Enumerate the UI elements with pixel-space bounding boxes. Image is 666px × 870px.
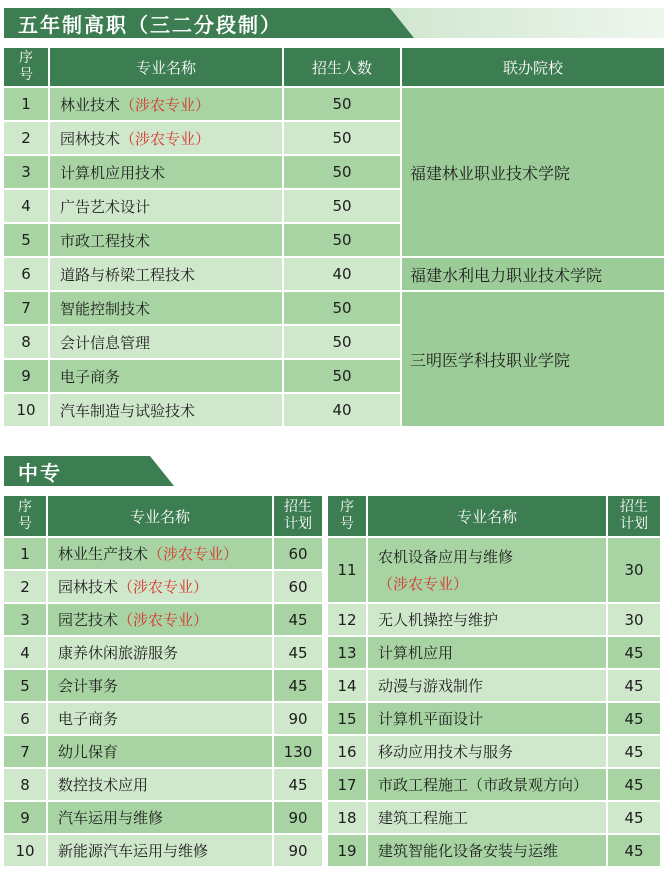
section1-banner bbox=[4, 8, 664, 38]
row-number: 5 bbox=[4, 670, 46, 701]
table-header-row bbox=[4, 48, 664, 86]
plan-count: 90 bbox=[274, 835, 322, 866]
plan-count: 30 bbox=[608, 604, 660, 635]
header-no: 序 号 bbox=[4, 48, 48, 86]
major-name: 会计事务 bbox=[58, 677, 119, 695]
agri-tag: （涉农专业） bbox=[118, 578, 209, 596]
row-number: 9 bbox=[4, 360, 48, 392]
major-name: 市政工程施工（市政景观方向） bbox=[378, 776, 589, 794]
table-row bbox=[328, 703, 660, 734]
major-name: 市政工程技术 bbox=[60, 231, 151, 250]
enroll-count: 50 bbox=[284, 224, 400, 256]
plan-count: 45 bbox=[608, 637, 660, 668]
plan-count: 130 bbox=[274, 736, 322, 767]
enroll-count: 50 bbox=[284, 326, 400, 358]
major-name: 建筑智能化设备安装与运维 bbox=[378, 842, 559, 860]
major-cell bbox=[48, 802, 272, 833]
secondary-table-left bbox=[2, 494, 324, 868]
major-name: 建筑工程施工 bbox=[378, 809, 469, 827]
banner-stripe bbox=[384, 8, 664, 38]
major-name: 动漫与游戏制作 bbox=[378, 677, 484, 695]
partner-school: 福建水利电力职业技术学院 bbox=[402, 258, 664, 290]
major-cell bbox=[50, 326, 282, 358]
header-no: 序 号 bbox=[328, 496, 366, 536]
table-row bbox=[4, 571, 322, 602]
secondary-table-right bbox=[326, 494, 662, 868]
major-cell bbox=[48, 538, 272, 569]
table-row bbox=[328, 637, 660, 668]
header-major: 专业名称 bbox=[50, 48, 282, 86]
table-row bbox=[4, 769, 322, 800]
major-cell bbox=[368, 703, 606, 734]
row-number: 16 bbox=[328, 736, 366, 767]
section2-banner bbox=[4, 456, 254, 486]
row-number: 14 bbox=[328, 670, 366, 701]
major-cell bbox=[368, 637, 606, 668]
agri-tag: （涉农专业） bbox=[148, 545, 239, 563]
table-row bbox=[328, 835, 660, 866]
row-number: 17 bbox=[328, 769, 366, 800]
row-number: 8 bbox=[4, 769, 46, 800]
table-row bbox=[4, 604, 322, 635]
plan-count: 45 bbox=[274, 769, 322, 800]
row-number: 8 bbox=[4, 326, 48, 358]
plan-count: 90 bbox=[274, 802, 322, 833]
header-major: 专业名称 bbox=[368, 496, 606, 536]
table-row bbox=[328, 670, 660, 701]
major-name: 新能源汽车运用与维修 bbox=[58, 842, 209, 860]
table-header-row bbox=[4, 496, 322, 536]
major-cell bbox=[50, 258, 282, 290]
major-cell bbox=[48, 769, 272, 800]
table-row bbox=[4, 835, 322, 866]
enroll-count: 40 bbox=[284, 394, 400, 426]
major-cell bbox=[50, 224, 282, 256]
major-name: 智能控制技术 bbox=[60, 299, 151, 318]
row-number: 10 bbox=[4, 394, 48, 426]
major-name: 农机设备应用与维修 bbox=[378, 548, 514, 566]
major-name: 计算机应用技术 bbox=[60, 163, 166, 182]
plan-count: 45 bbox=[274, 670, 322, 701]
major-name: 园林技术 bbox=[60, 129, 121, 148]
row-number: 10 bbox=[4, 835, 46, 866]
agri-tag: （涉农专业） bbox=[118, 611, 209, 629]
major-cell bbox=[48, 604, 272, 635]
row-number: 3 bbox=[4, 156, 48, 188]
row-number: 3 bbox=[4, 604, 46, 635]
major-name: 园艺技术 bbox=[58, 611, 119, 629]
section1-title: 五年制高职（三二分段制） bbox=[18, 12, 282, 37]
major-cell bbox=[50, 88, 282, 120]
table-row bbox=[328, 802, 660, 833]
table-row bbox=[4, 292, 664, 324]
major-cell bbox=[48, 835, 272, 866]
plan-count: 30 bbox=[608, 538, 660, 602]
row-number: 7 bbox=[4, 736, 46, 767]
major-cell bbox=[50, 122, 282, 154]
table-row bbox=[4, 538, 322, 569]
major-cell bbox=[368, 835, 606, 866]
enroll-count: 40 bbox=[284, 258, 400, 290]
major-name: 汽车制造与试验技术 bbox=[60, 401, 196, 420]
row-number: 1 bbox=[4, 538, 46, 569]
row-number: 5 bbox=[4, 224, 48, 256]
row-number: 9 bbox=[4, 802, 46, 833]
table-row bbox=[328, 604, 660, 635]
table-row bbox=[4, 258, 664, 290]
row-number: 1 bbox=[4, 88, 48, 120]
plan-count: 45 bbox=[274, 604, 322, 635]
header-count: 招生人数 bbox=[284, 48, 400, 86]
enroll-count: 50 bbox=[284, 122, 400, 154]
table-row bbox=[328, 538, 660, 602]
major-name: 广告艺术设计 bbox=[60, 197, 151, 216]
table-row bbox=[4, 736, 322, 767]
agri-tag: （涉农专业） bbox=[378, 575, 469, 593]
partner-school: 福建林业职业技术学院 bbox=[402, 88, 664, 256]
row-number: 19 bbox=[328, 835, 366, 866]
header-plan: 招生 计划 bbox=[608, 496, 660, 536]
major-cell bbox=[368, 538, 606, 602]
table-row bbox=[4, 670, 322, 701]
major-name: 林业生产技术 bbox=[58, 545, 149, 563]
major-cell bbox=[368, 604, 606, 635]
enroll-count: 50 bbox=[284, 292, 400, 324]
header-major: 专业名称 bbox=[48, 496, 272, 536]
table-row bbox=[4, 88, 664, 120]
plan-count: 45 bbox=[608, 736, 660, 767]
major-cell bbox=[48, 736, 272, 767]
major-name: 幼儿保育 bbox=[58, 743, 119, 761]
major-name: 无人机操控与维护 bbox=[378, 611, 499, 629]
major-name: 数控技术应用 bbox=[58, 776, 149, 794]
major-cell bbox=[50, 394, 282, 426]
major-name: 计算机应用 bbox=[378, 644, 454, 662]
major-name: 园林技术 bbox=[58, 578, 119, 596]
agri-tag: （涉农专业） bbox=[120, 129, 211, 148]
major-name: 康养休闲旅游服务 bbox=[58, 644, 179, 662]
row-number: 7 bbox=[4, 292, 48, 324]
major-cell bbox=[50, 292, 282, 324]
table-header-row bbox=[328, 496, 660, 536]
plan-count: 90 bbox=[274, 703, 322, 734]
table-row bbox=[328, 736, 660, 767]
section2-title: 中专 bbox=[18, 460, 62, 485]
enroll-count: 50 bbox=[284, 360, 400, 392]
plan-count: 45 bbox=[274, 637, 322, 668]
agri-tag: （涉农专业） bbox=[120, 95, 211, 114]
row-number: 6 bbox=[4, 703, 46, 734]
plan-count: 45 bbox=[608, 835, 660, 866]
header-school: 联办院校 bbox=[402, 48, 664, 86]
major-name: 道路与桥梁工程技术 bbox=[60, 265, 196, 284]
major-name: 电子商务 bbox=[60, 367, 121, 386]
plan-count: 45 bbox=[608, 670, 660, 701]
major-cell bbox=[368, 769, 606, 800]
major-cell bbox=[50, 360, 282, 392]
plan-count: 45 bbox=[608, 769, 660, 800]
enroll-count: 50 bbox=[284, 190, 400, 222]
major-cell bbox=[368, 802, 606, 833]
row-number: 11 bbox=[328, 538, 366, 602]
row-number: 18 bbox=[328, 802, 366, 833]
major-cell bbox=[48, 571, 272, 602]
plan-count: 60 bbox=[274, 538, 322, 569]
plan-count: 45 bbox=[608, 802, 660, 833]
header-no: 序 号 bbox=[4, 496, 46, 536]
major-cell bbox=[368, 736, 606, 767]
table-row bbox=[4, 802, 322, 833]
row-number: 2 bbox=[4, 571, 46, 602]
row-number: 4 bbox=[4, 637, 46, 668]
major-cell bbox=[48, 637, 272, 668]
row-number: 6 bbox=[4, 258, 48, 290]
major-name: 会计信息管理 bbox=[60, 333, 151, 352]
table-row bbox=[4, 637, 322, 668]
plan-count: 45 bbox=[608, 703, 660, 734]
plan-count: 60 bbox=[274, 571, 322, 602]
table-row bbox=[328, 769, 660, 800]
row-number: 4 bbox=[4, 190, 48, 222]
enroll-count: 50 bbox=[284, 156, 400, 188]
major-cell bbox=[368, 670, 606, 701]
five-year-table bbox=[2, 46, 666, 428]
major-cell bbox=[50, 190, 282, 222]
major-name: 移动应用技术与服务 bbox=[378, 743, 514, 761]
major-cell bbox=[48, 670, 272, 701]
row-number: 2 bbox=[4, 122, 48, 154]
major-name: 汽车运用与维修 bbox=[58, 809, 164, 827]
major-name: 林业技术 bbox=[60, 95, 121, 114]
major-name: 计算机平面设计 bbox=[378, 710, 484, 728]
row-number: 15 bbox=[328, 703, 366, 734]
major-cell bbox=[50, 156, 282, 188]
header-plan: 招生 计划 bbox=[274, 496, 322, 536]
enroll-count: 50 bbox=[284, 88, 400, 120]
row-number: 12 bbox=[328, 604, 366, 635]
row-number: 13 bbox=[328, 637, 366, 668]
table-row bbox=[4, 703, 322, 734]
major-cell bbox=[48, 703, 272, 734]
partner-school: 三明医学科技职业学院 bbox=[402, 292, 664, 426]
major-name: 电子商务 bbox=[58, 710, 119, 728]
